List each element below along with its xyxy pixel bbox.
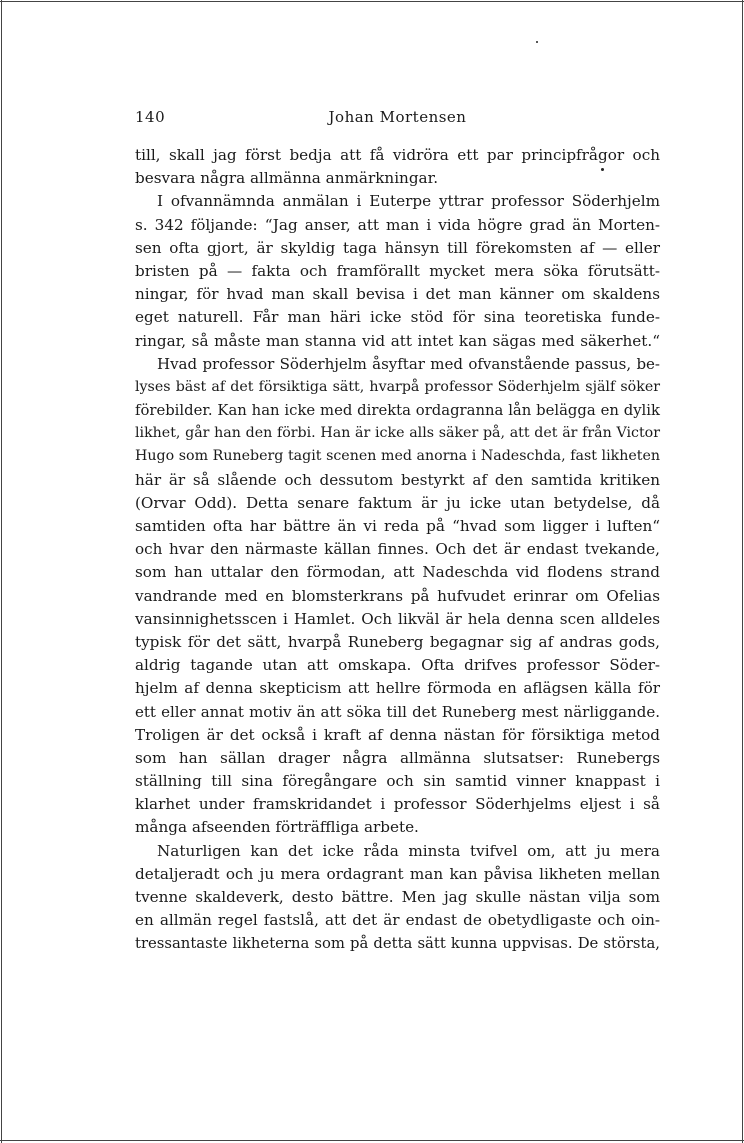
text-line: ningar, för hvad man skall bevisa i det man känner om skaldens — [135, 285, 660, 304]
text-line: ett eller annat motiv än att söka till det Runeberg mest närliggande. — [135, 702, 660, 721]
scan-speck — [536, 41, 538, 43]
text-line: likhet, går han den förbi. Han är icke alls säker på, att det är från Victor — [135, 425, 660, 442]
scan-edge-top — [0, 1, 744, 2]
scan-edge-left — [1, 0, 2, 1143]
text-line: Naturligen kan det icke råda minsta tvifvel om, att ju mera — [157, 841, 660, 860]
text-line: I ofvannämnda anmälan i Euterpe yttrar professor Söderhjelm — [157, 192, 660, 211]
text-line: här är så slående och dessutom bestyrkt af den samtida kritiken — [135, 470, 660, 489]
text-line: (Orvar Odd). Detta senare faktum är ju icke utan betydelse, då — [135, 493, 660, 512]
text-line: hjelm af denna skepticism att hellre förmoda en aflägsen källa för — [135, 679, 660, 698]
text-line: aldrig tagande utan att omskapa. Ofta drifves professor Söder- — [135, 656, 660, 675]
text-line: vandrande med en blomsterkrans på hufvudet erinrar om Ofelias — [135, 586, 660, 605]
running-head: Johan Mortensen — [328, 108, 467, 126]
scan-edge-right — [742, 0, 743, 1143]
page-header — [135, 108, 660, 130]
text-line: besvara några allmänna anmärkningar. — [135, 169, 439, 188]
text-line: klarhet under framskridandet i professor Söderhjelms eljest i så — [135, 795, 660, 814]
text-line: eget naturell. Får man häri icke stöd för sina teoretiska funde- — [135, 308, 660, 327]
text-line: Hvad professor Söderhjelm åsyftar med ofvanstående passus, be- — [157, 354, 660, 373]
text-line: s. 342 följande: “Jag anser, att man i vida högre grad än Morten- — [135, 215, 660, 234]
text-line: lyses bäst af det försiktiga sätt, hvarpå professor Söderhjelm själf söker — [135, 378, 660, 395]
text-line: Hugo som Runeberg tagit scenen med anorna i Nadeschda, fast likheten — [135, 448, 660, 465]
scan-edge-bottom — [0, 1140, 744, 1141]
text-line: typisk för det sätt, hvarpå Runeberg begagnar sig af andras gods, — [135, 632, 660, 651]
text-line: samtiden ofta har bättre än vi reda på “hvad som ligger i luften“ — [135, 517, 660, 535]
text-line: förebilder. Kan han icke med direkta ordagranna lån belägga en dylik — [135, 402, 660, 420]
text-line: ringar, så måste man stanna vid att intet kan sägas med säkerhet.“ — [135, 331, 660, 350]
text-line: många afseenden förträffliga arbete. — [135, 818, 419, 837]
text-line: sen ofta gjort, är skyldig taga hänsyn till förekomsten af — eller — [135, 238, 660, 257]
text-line: vansinnighetsscen i Hamlet. Och likväl är hela denna scen alldeles — [135, 609, 660, 628]
text-line: till, skall jag först bedja att få vidröra ett par principfrågor och — [135, 146, 660, 164]
text-line: tvenne skaldeverk, desto bättre. Men jag skulle nästan vilja som — [135, 888, 660, 906]
text-line: som han uttalar den förmodan, att Nadeschda vid flodens strand — [135, 563, 660, 582]
text-line: ställning till sina föregångare och sin samtid vinner knappast i — [135, 772, 660, 791]
text-line: bristen på — fakta och framförallt mycket mera söka förutsätt- — [135, 261, 660, 280]
page-number: 140 — [135, 108, 166, 126]
text-line: en allmän regel fastslå, att det är endast de obetydligaste och oin- — [135, 911, 660, 930]
body-text — [135, 144, 660, 956]
text-line: detaljeradt och ju mera ordagrant man kan påvisa likheten mellan — [135, 864, 660, 883]
text-line: tressantaste likheterna som på detta sätt kunna uppvisas. De största, — [135, 935, 660, 953]
text-line: Troligen är det också i kraft af denna nästan för försiktiga metod — [135, 725, 660, 744]
text-line: och hvar den närmaste källan finnes. Och det är endast tvekande, — [135, 540, 660, 559]
text-line: som han sällan drager några allmänna slutsatser: Runebergs — [135, 748, 660, 767]
